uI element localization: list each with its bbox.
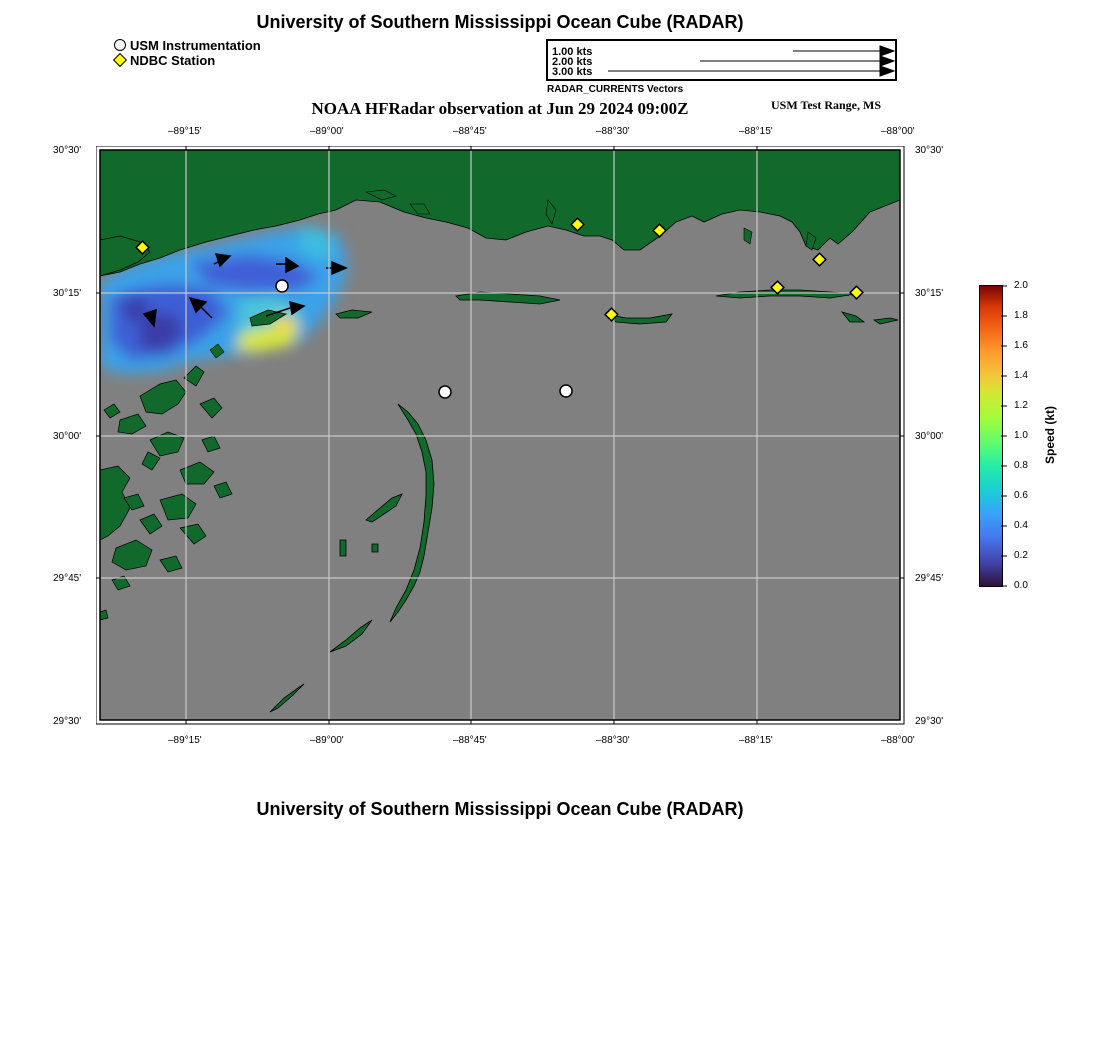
lon-tick-top-2: –89°00' (310, 126, 344, 137)
vector-key-row-3: 3.00 kts (552, 66, 593, 78)
map-subtitle: NOAA HFRadar observation at Jun 29 2024 09:00Z (311, 99, 689, 118)
lat-tick-left-4: 29°45' (53, 573, 82, 584)
usm-instrument (439, 386, 451, 398)
map-frame (96, 146, 906, 726)
circle-icon (114, 39, 126, 51)
colorbar-ticks (1001, 285, 1009, 585)
lat-tick-right-1: 30°30' (915, 145, 944, 156)
colorbar-tick: 1.8 (1014, 310, 1028, 321)
lat-tick-right-3: 30°00' (915, 431, 944, 442)
colorbar-tick: 1.6 (1014, 340, 1028, 351)
colorbar-tick: 0.0 (1014, 580, 1028, 591)
arrow-2kt-head (880, 56, 894, 66)
map-title: University of Southern Mississippi Ocean Cube (RADAR) (256, 12, 744, 32)
colorbar-tick: 0.6 (1014, 490, 1028, 501)
range-label: USM Test Range, MS (771, 98, 882, 112)
marker-legend (112, 38, 261, 68)
lon-tick-bottom-3: –88°45' (453, 735, 487, 746)
colorbar-tick: 1.2 (1014, 400, 1028, 411)
lon-tick-top-6: –88°00' (881, 126, 915, 137)
lon-tick-top-1: –89°15' (168, 126, 202, 137)
vector-key-caption: RADAR_CURRENTS Vectors (547, 84, 684, 95)
legend-ndbc (112, 53, 261, 68)
colorbar-tick: 0.4 (1014, 520, 1028, 531)
lon-tick-bottom-2: –89°00' (310, 735, 344, 746)
arrow-1kt-head (880, 46, 894, 56)
usm-instrument (560, 385, 572, 397)
lat-tick-right-5: 29°30' (915, 716, 944, 727)
lat-tick-right-2: 30°15' (915, 288, 944, 299)
lon-tick-bottom-6: –88°00' (881, 735, 915, 746)
colorbar-tick: 0.8 (1014, 460, 1028, 471)
colorbar-tick: 1.4 (1014, 370, 1028, 381)
lat-tick-right-4: 29°45' (915, 573, 944, 584)
legend-usm-label: USM Instrumentation (130, 38, 261, 53)
vector-key-arrows (548, 41, 895, 79)
colorbar-tick: 2.0 (1014, 280, 1028, 291)
vector-key (546, 39, 897, 81)
vector-key-row-1: 1.00 kts (552, 46, 593, 58)
vector-key-row-2: 2.00 kts (552, 56, 593, 68)
lat-tick-left-2: 30°15' (53, 288, 82, 299)
lon-tick-top-4: –88°30' (596, 126, 630, 137)
diamond-icon (113, 53, 127, 67)
lat-tick-left-5: 29°30' (53, 716, 82, 727)
lon-tick-top-5: –88°15' (739, 126, 773, 137)
lon-tick-bottom-1: –89°15' (168, 735, 202, 746)
usm-instrument (276, 280, 288, 292)
colorbar-tick: 0.2 (1014, 550, 1028, 561)
colorbar-label: Speed (kt) (1043, 406, 1057, 465)
speed-colorbar (979, 285, 1003, 587)
lon-tick-bottom-4: –88°30' (596, 735, 630, 746)
legend-ndbc-label: NDBC Station (130, 53, 216, 68)
arrow-3kt-head (880, 66, 894, 76)
lat-tick-left-3: 30°00' (53, 431, 82, 442)
lon-tick-bottom-5: –88°15' (739, 735, 773, 746)
colorbar-tick: 1.0 (1014, 430, 1028, 441)
legend-usm (112, 38, 261, 53)
footer-title: University of Southern Mississippi Ocean Cube (RADAR) (256, 799, 744, 819)
lat-tick-left-1: 30°30' (53, 145, 82, 156)
lon-tick-top-3: –88°45' (453, 126, 487, 137)
